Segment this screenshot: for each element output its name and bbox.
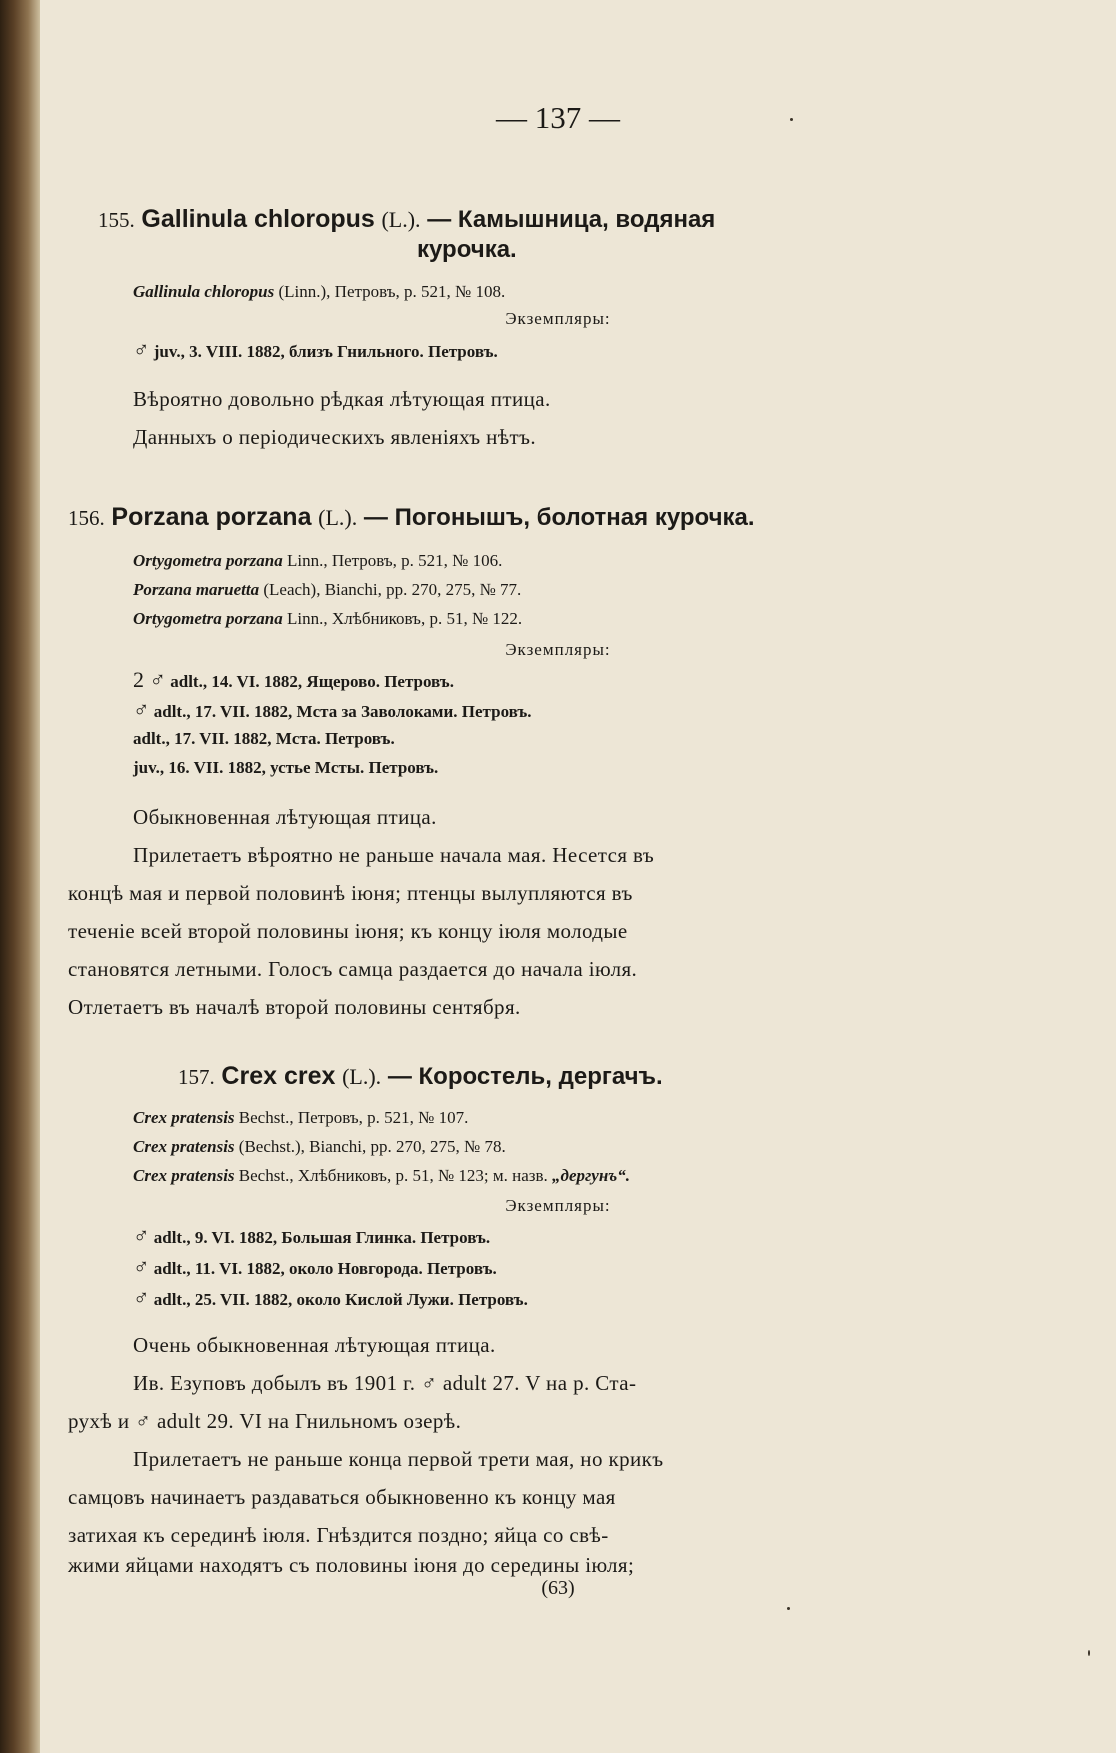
ref-species: Crex pratensis: [133, 1108, 235, 1127]
note-line: затихая къ серединѣ іюля. Гнѣздится поздно; яйца со свѣ-: [68, 1523, 609, 1547]
specimen-text: adlt., 11. VI. 1882, около Новгорода. Петровъ.: [153, 1259, 497, 1278]
ref-source: (Bechst.), Bianchi, pp. 270, 275, № 78.: [238, 1137, 506, 1156]
specimens-label: Экземпляры:: [505, 1196, 611, 1215]
reference-line: [133, 609, 522, 629]
note-line: теченіе всей второй половины іюня; къ концу іюля молодые: [68, 919, 628, 943]
note-line: жими яйцами находятъ съ половины іюня до середины іюля;: [68, 1553, 635, 1577]
entry-156-heading: [68, 503, 755, 532]
entry-number: 156.: [68, 506, 105, 530]
ref-species: Porzana maruetta: [133, 580, 260, 599]
entry-157-heading: [178, 1062, 663, 1091]
male-symbol: ♂: [133, 1285, 150, 1310]
note-line: рухѣ и ♂ adult 29. VI на Гнильномъ озерѣ.: [68, 1409, 462, 1433]
specimen-line: [133, 1285, 528, 1311]
male-symbol: ♂: [133, 1223, 150, 1248]
note-line: Очень обыкновенная лѣтующая птица.: [133, 1333, 496, 1357]
author: (L.).: [342, 1064, 382, 1089]
specimen-line: [133, 729, 395, 749]
note-line: Данныхъ о періодическихъ явленіяхъ нѣтъ.: [133, 425, 537, 449]
ref-source: Linn., Хлѣбниковъ, p. 51, № 122.: [286, 609, 523, 628]
ref-source: (Leach), Bianchi, pp. 270, 275, № 77.: [263, 580, 522, 599]
ref-source: Bechst., Хлѣбниковъ, p. 51, № 123; м. назв.: [238, 1166, 548, 1185]
specimen-line: [133, 758, 438, 778]
note-line: становятся летными. Голосъ самца раздается до начала іюля.: [68, 957, 638, 981]
author: (L.).: [381, 207, 421, 232]
specimen-line: [133, 1223, 490, 1249]
reference-line: [133, 1108, 468, 1128]
specimens-label: Экземпляры:: [505, 640, 611, 659]
reference-line: [133, 551, 502, 571]
entry-number: 157.: [178, 1065, 215, 1089]
latin-name: Gallinula chloropus: [141, 205, 375, 233]
specimen-line: [133, 697, 532, 723]
male-symbol: ♂: [133, 1254, 150, 1279]
male-symbol: ♂: [133, 697, 150, 722]
male-symbol: ♂: [133, 337, 150, 362]
specimen-text: adlt., 9. VI. 1882, Большая Глинка. Петровъ.: [153, 1228, 491, 1247]
paper-speck: [787, 1607, 790, 1610]
note-line: концѣ мая и первой половинѣ іюня; птенцы вылупляются въ: [68, 881, 633, 905]
ref-species: Crex pratensis: [133, 1166, 235, 1185]
local-name: „дергунъ“.: [552, 1166, 630, 1185]
note-line: Отлетаетъ въ началѣ второй половины сентября.: [68, 995, 521, 1019]
specimen-text: adlt., 14. VI. 1882, Ящерово. Петровъ.: [170, 672, 454, 691]
ref-source: (Linn.), Петровъ, p. 521, № 108.: [278, 282, 506, 301]
specimen-line: [133, 1254, 497, 1280]
specimen-text: adlt., 17. VII. 1882, Мста за Заволоками. Петровъ.: [153, 702, 532, 721]
page-number: — 137 —: [496, 100, 620, 135]
entry-155-heading-cont: курочка.: [417, 236, 517, 263]
specimen-text: adlt., 17. VII. 1882, Мста. Петровъ.: [133, 729, 395, 748]
ref-source: Bechst., Петровъ, p. 521, № 107.: [238, 1108, 469, 1127]
entry-155-heading: [98, 205, 715, 234]
ref-species: Ortygometra porzana: [133, 551, 283, 570]
note-line: Прилетаетъ не раньше конца первой трети мая, но крикъ: [133, 1447, 664, 1471]
specimens-label: Экземпляры:: [505, 309, 611, 328]
ref-species: Crex pratensis: [133, 1137, 235, 1156]
paper-speck: [790, 118, 793, 121]
male-symbol: 2 ♂: [133, 667, 166, 692]
russian-name: — Коростель, дергачъ.: [387, 1063, 663, 1090]
latin-name: Porzana porzana: [111, 503, 312, 531]
specimen-text: juv., 16. VII. 1882, устье Мсты. Петровъ.: [133, 758, 439, 777]
page-footer-signature: (63): [541, 1577, 575, 1599]
specimen-text: adlt., 25. VII. 1882, около Кислой Лужи. Петровъ.: [153, 1290, 528, 1309]
ref-source: Linn., Петровъ, p. 521, № 106.: [286, 551, 503, 570]
note-line: Прилетаетъ вѣроятно не раньше начала мая. Несется въ: [133, 843, 655, 867]
specimen-text: juv., 3. VIII. 1882, близъ Гнильного. Петровъ.: [153, 342, 498, 361]
ref-species: Ortygometra porzana: [133, 609, 283, 628]
russian-name: — Погонышъ, болотная курочка.: [363, 504, 755, 531]
note-line: Обыкновенная лѣтующая птица.: [133, 805, 437, 829]
reference-line: [133, 282, 505, 302]
reference-line: [133, 1166, 630, 1186]
latin-name: Crex crex: [221, 1062, 336, 1090]
specimen-line: [133, 667, 454, 693]
reference-line: [133, 580, 521, 600]
russian-name: — Камышница, водяная: [427, 206, 716, 233]
note-line: Вѣроятно довольно рѣдкая лѣтующая птица.: [133, 387, 551, 411]
entry-number: 155.: [98, 208, 135, 232]
ref-species: Gallinula chloropus: [133, 282, 275, 301]
specimen-line: [133, 337, 498, 363]
reference-line: [133, 1137, 506, 1157]
note-line: самцовъ начинаетъ раздаваться обыкновенно къ концу мая: [68, 1485, 616, 1509]
note-line: Ив. Езуповъ добылъ въ 1901 г. ♂ adult 27. V на р. Ста-: [133, 1371, 637, 1395]
paper-speck: [1088, 1650, 1090, 1656]
author: (L.).: [318, 505, 358, 530]
